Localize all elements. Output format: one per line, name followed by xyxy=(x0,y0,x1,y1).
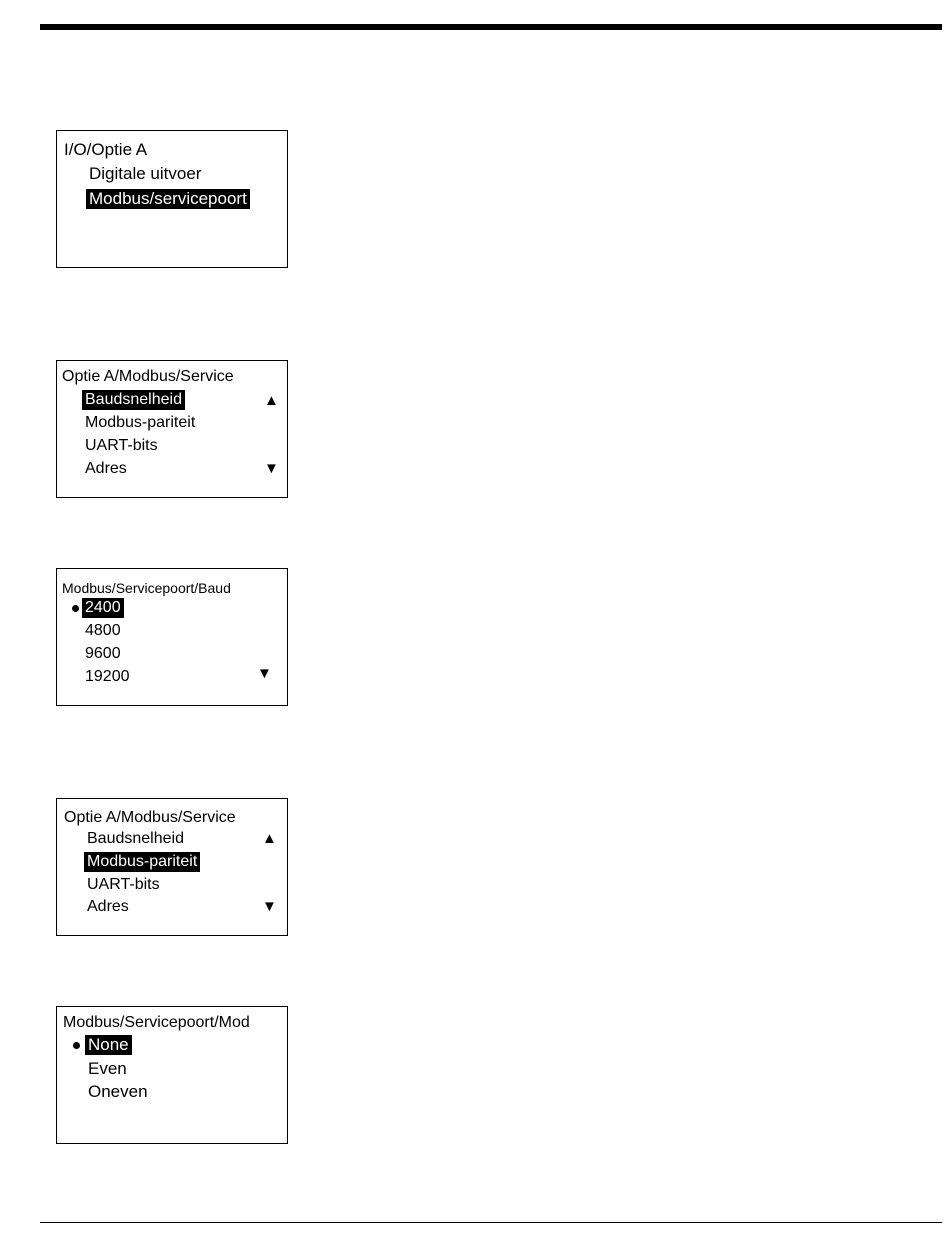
menu-item-uart-bits[interactable]: UART-bits xyxy=(85,437,158,454)
lcd-screen-modbus-service-parity xyxy=(56,798,288,936)
menu-item-digitale-uitvoer[interactable]: Digitale uitvoer xyxy=(89,164,202,183)
menu-item-baudsnelheid[interactable]: Baudsnelheid xyxy=(87,830,184,847)
menu-item-baud-4800[interactable]: 4800 xyxy=(85,622,121,639)
bottom-rule xyxy=(40,1222,942,1223)
screen-title: Optie A/Modbus/Service xyxy=(64,809,236,826)
screen-title: Modbus/Servicepoort/Baud xyxy=(62,580,231,596)
menu-item-adres[interactable]: Adres xyxy=(85,460,127,477)
lcd-screen-parity xyxy=(56,1006,288,1144)
screen-title: Modbus/Servicepoort/Mod xyxy=(63,1014,250,1031)
menu-item-baud-19200[interactable]: 19200 xyxy=(85,668,130,685)
menu-item-modbus-pariteit[interactable]: Modbus-pariteit xyxy=(85,414,196,431)
arrow-up-icon: ▲ xyxy=(262,830,277,847)
lcd-screen-io-option-a xyxy=(56,130,288,268)
arrow-down-icon: ▼ xyxy=(264,460,279,477)
menu-item-even[interactable]: Even xyxy=(88,1059,127,1078)
arrow-up-icon: ▲ xyxy=(264,392,279,409)
top-rule xyxy=(40,24,942,30)
lcd-screen-baud xyxy=(56,568,288,706)
menu-item-modbus-pariteit[interactable]: Modbus-pariteit xyxy=(84,852,200,872)
screen-title: Optie A/Modbus/Service xyxy=(62,368,234,385)
menu-item-baud-9600[interactable]: 9600 xyxy=(85,645,121,662)
menu-item-adres[interactable]: Adres xyxy=(87,898,129,915)
bullet-icon xyxy=(72,605,79,612)
menu-item-modbus-servicepoort[interactable]: Modbus/servicepoort xyxy=(86,189,250,209)
menu-item-oneven[interactable]: Oneven xyxy=(88,1082,148,1101)
menu-item-none[interactable]: None xyxy=(85,1035,132,1055)
menu-item-baudsnelheid[interactable]: Baudsnelheid xyxy=(82,390,185,410)
screen-title: I/O/Optie A xyxy=(64,140,148,159)
arrow-down-icon: ▼ xyxy=(262,898,277,915)
menu-item-baud-2400[interactable]: 2400 xyxy=(82,598,124,618)
arrow-down-icon: ▼ xyxy=(257,665,272,682)
bullet-icon xyxy=(73,1042,80,1049)
lcd-screen-modbus-service xyxy=(56,360,288,498)
menu-item-uart-bits[interactable]: UART-bits xyxy=(87,876,160,893)
